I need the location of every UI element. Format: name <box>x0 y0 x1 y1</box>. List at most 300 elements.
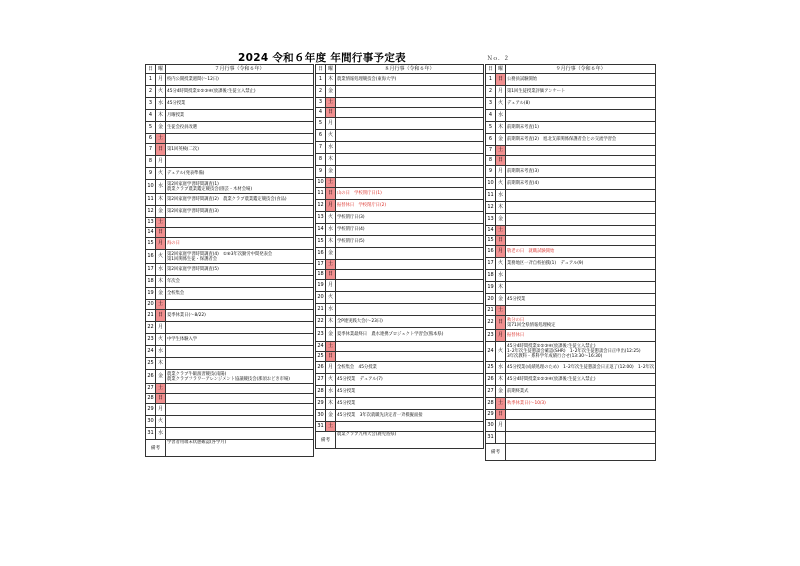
day-number: 1 <box>316 74 326 86</box>
event-cell <box>336 118 484 130</box>
event-text: 農業クラブ牛飯演習競技(南陽) <box>167 371 227 377</box>
remarks-label: 備考 <box>316 432 336 449</box>
event-cell <box>166 228 314 238</box>
august-table <box>315 64 484 449</box>
table-row <box>316 260 484 270</box>
table-row <box>316 166 484 178</box>
day-number: 10 <box>486 178 496 190</box>
event-text: 45分授業 3年次就職先決定者一斉模擬面接 <box>337 413 423 418</box>
event-text: 夏季休業日(～8/22) <box>167 313 206 318</box>
table-row <box>486 410 656 420</box>
weekday-cell: 火 <box>156 416 166 428</box>
event-cell <box>166 194 314 206</box>
document-number: Ｎｏ．２ <box>487 56 510 62</box>
table-row <box>316 142 484 154</box>
day-number: 27 <box>486 386 496 398</box>
weekday-column-header: 曜 <box>496 65 506 74</box>
table-row <box>486 282 656 294</box>
day-number: 2 <box>146 86 156 98</box>
table-row <box>486 306 656 316</box>
event-cell <box>336 166 484 178</box>
day-number: 29 <box>316 398 326 410</box>
event-cell <box>506 110 656 122</box>
event-cell <box>506 386 656 398</box>
weekday-cell: 土 <box>496 398 506 410</box>
weekday-cell: 月 <box>156 404 166 416</box>
table-row <box>146 416 314 428</box>
weekday-cell: 金 <box>156 370 166 384</box>
day-number: 26 <box>486 374 496 386</box>
table-row <box>486 398 656 410</box>
event-text: 第2回家庭学習時間調査(5) <box>167 267 219 272</box>
weekday-cell: 木 <box>326 74 336 86</box>
table-row <box>316 188 484 200</box>
event-cell <box>166 384 314 394</box>
table-row <box>486 110 656 122</box>
weekday-cell: 日 <box>496 156 506 166</box>
event-text: 1･2年次生徒懇談会確認(SHR) 1･2年次生徒懇談会日正申出(12:25) <box>507 349 641 354</box>
table-row <box>146 122 314 134</box>
event-text: 第1回関係生徒・保護者会 <box>167 256 217 262</box>
table-row <box>486 420 656 432</box>
day-number: 29 <box>146 404 156 416</box>
september-table <box>485 64 656 461</box>
weekday-cell: 木 <box>326 154 336 166</box>
event-cell <box>166 156 314 168</box>
event-text: 学校閉庁日(5) <box>337 239 365 244</box>
event-text: 第1回英検(二次) <box>167 147 199 152</box>
event-text: 学校閉庁日(3) <box>337 215 365 220</box>
event-cell <box>336 236 484 248</box>
table-row <box>146 358 314 370</box>
remarks-label: 備考 <box>486 444 506 461</box>
event-text: 業務地区一斉自校拍撲(1) デュアル(9) <box>507 261 584 266</box>
event-text: 農業クラブフラワーアレンジメント協議競技会(那須おどき市場) <box>167 376 290 382</box>
weekday-cell: 土 <box>496 146 506 156</box>
day-number: 13 <box>486 214 496 226</box>
day-number: 13 <box>316 212 326 224</box>
day-number: 23 <box>146 334 156 346</box>
event-cell <box>166 370 314 384</box>
weekday-cell: 土 <box>156 384 166 394</box>
weekday-cell: 土 <box>326 178 336 188</box>
table-row <box>486 246 656 258</box>
table-row <box>486 86 656 98</box>
weekday-cell: 月 <box>156 156 166 168</box>
event-text: 45分4時間授業①②③④(放課後:生徒立入禁止) <box>167 89 256 94</box>
table-row <box>146 238 314 250</box>
table-row <box>486 342 656 362</box>
event-text: 振替休日 <box>507 333 525 338</box>
weekday-cell: 水 <box>156 180 166 194</box>
table-row <box>146 86 314 98</box>
event-cell <box>336 398 484 410</box>
remarks-text: 農業クラブ九州大会(鹿児島県) <box>337 432 397 437</box>
event-cell <box>166 86 314 98</box>
table-row <box>486 226 656 236</box>
weekday-cell: 月 <box>156 238 166 250</box>
event-text: 第71回全県情報処理検定 <box>507 322 556 328</box>
day-number: 3 <box>486 98 496 110</box>
table-row <box>486 362 656 374</box>
event-cell <box>166 300 314 310</box>
event-cell <box>506 236 656 246</box>
event-cell <box>336 316 484 328</box>
weekday-cell: 火 <box>156 86 166 98</box>
table-row <box>316 280 484 292</box>
table-row <box>486 74 656 86</box>
event-cell <box>336 328 484 342</box>
weekday-cell: 木 <box>496 374 506 386</box>
day-number: 18 <box>316 270 326 280</box>
weekday-cell: 日 <box>496 410 506 420</box>
event-cell <box>506 86 656 98</box>
event-cell <box>506 122 656 134</box>
weekday-cell: 日 <box>326 108 336 118</box>
event-text: 農業クラブ農業鑑定競技会(園芸・木材会場) <box>167 186 252 192</box>
event-text: 第2回家庭学習時間調査(2) 農業クラブ農業鑑定競技会(食品) <box>167 197 287 202</box>
month-heading: ７月行事（令和６年） <box>166 65 314 74</box>
event-cell <box>506 282 656 294</box>
july-table <box>145 64 314 457</box>
table-row <box>316 248 484 260</box>
weekday-cell: 木 <box>156 110 166 122</box>
weekday-cell: 火 <box>326 374 336 386</box>
day-number: 28 <box>146 394 156 404</box>
day-number: 18 <box>146 276 156 288</box>
event-cell <box>336 224 484 236</box>
table-row <box>486 134 656 146</box>
month-heading: ９月行事（令和６年） <box>506 65 656 74</box>
day-number: 21 <box>316 304 326 316</box>
table-row <box>486 258 656 270</box>
event-cell <box>166 288 314 300</box>
table-row <box>486 190 656 202</box>
day-number: 31 <box>486 432 496 444</box>
event-cell <box>336 280 484 292</box>
table-row <box>146 218 314 228</box>
event-text: 45分授業(成績処理のため) 1･2年次生徒懇談会日正返了(12:00) 1･2年次 <box>507 365 655 370</box>
event-cell <box>506 146 656 156</box>
day-number: 28 <box>486 398 496 410</box>
weekday-cell: 金 <box>326 410 336 422</box>
weekday-cell <box>496 432 506 444</box>
event-cell <box>166 98 314 110</box>
weekday-cell: 金 <box>156 288 166 300</box>
event-text: 敬老の日 就職試験開始 <box>507 249 555 254</box>
weekday-cell: 金 <box>156 206 166 218</box>
weekday-cell: 水 <box>156 346 166 358</box>
weekday-cell: 水 <box>496 110 506 122</box>
event-text: 秋分の日 <box>507 317 525 323</box>
weekday-cell: 月 <box>156 74 166 86</box>
day-number: 15 <box>316 236 326 248</box>
weekday-cell: 月 <box>496 166 506 178</box>
day-number: 10 <box>146 180 156 194</box>
event-cell <box>336 108 484 118</box>
event-cell <box>336 74 484 86</box>
event-cell <box>166 74 314 86</box>
event-cell <box>166 264 314 276</box>
table-row <box>486 178 656 190</box>
day-number: 23 <box>316 328 326 342</box>
event-cell <box>506 226 656 236</box>
day-number: 22 <box>316 316 326 328</box>
weekday-cell: 水 <box>156 98 166 110</box>
event-text: 前期期末考査(1) <box>507 125 539 130</box>
day-number: 21 <box>146 310 156 322</box>
table-row <box>316 86 484 98</box>
table-row <box>146 428 314 440</box>
weekday-cell: 日 <box>156 144 166 156</box>
event-cell <box>166 276 314 288</box>
day-number: 3 <box>146 98 156 110</box>
day-number: 3 <box>316 98 326 108</box>
event-text: 年次会 <box>167 279 180 284</box>
table-row <box>146 300 314 310</box>
event-text: 農業情報処理競技会(東海大学) <box>337 77 397 82</box>
event-cell <box>336 200 484 212</box>
event-cell <box>506 246 656 258</box>
table-row <box>486 146 656 156</box>
event-cell <box>336 178 484 188</box>
event-cell <box>506 410 656 420</box>
event-cell <box>336 362 484 374</box>
table-row <box>146 194 314 206</box>
day-number: 25 <box>486 362 496 374</box>
day-number: 30 <box>146 416 156 428</box>
day-number: 13 <box>146 218 156 228</box>
table-row <box>486 156 656 166</box>
event-cell <box>166 404 314 416</box>
weekday-cell: 金 <box>326 166 336 178</box>
day-number: 22 <box>486 316 496 330</box>
event-cell <box>336 260 484 270</box>
event-cell <box>506 166 656 178</box>
event-text: 前期期末考査(3) <box>507 169 539 174</box>
table-row <box>316 178 484 188</box>
weekday-cell: 月 <box>326 118 336 130</box>
event-cell <box>336 374 484 386</box>
day-number: 20 <box>486 294 496 306</box>
weekday-cell: 土 <box>326 260 336 270</box>
day-number: 24 <box>486 342 496 362</box>
weekday-cell: 木 <box>496 282 506 294</box>
table-row <box>486 214 656 226</box>
day-number: 16 <box>146 250 156 264</box>
table-row <box>146 322 314 334</box>
day-number: 6 <box>146 134 156 144</box>
day-number: 30 <box>486 420 496 432</box>
weekday-column-header: 曜 <box>156 65 166 74</box>
event-cell <box>506 258 656 270</box>
event-cell <box>166 334 314 346</box>
event-cell <box>506 362 656 374</box>
table-row <box>316 374 484 386</box>
table-row <box>316 362 484 374</box>
event-cell <box>166 416 314 428</box>
weekday-cell: 月 <box>496 420 506 432</box>
event-text: 第2回家庭学習時間調査(3) <box>167 209 219 214</box>
table-row <box>316 108 484 118</box>
table-row <box>146 346 314 358</box>
day-number: 1 <box>486 74 496 86</box>
event-cell <box>166 218 314 228</box>
table-row <box>316 118 484 130</box>
table-row <box>486 386 656 398</box>
weekday-cell: 日 <box>326 270 336 280</box>
table-row <box>146 394 314 404</box>
table-row <box>316 98 484 108</box>
table-row <box>146 404 314 416</box>
event-text: 全校集会 45分授業 <box>337 365 377 370</box>
weekday-cell: 木 <box>156 276 166 288</box>
table-row <box>486 374 656 386</box>
event-text: 45分授業 <box>167 101 186 106</box>
weekday-cell: 月 <box>496 86 506 98</box>
day-column-header: 日 <box>316 65 326 74</box>
july-calendar <box>145 64 314 457</box>
day-number: 18 <box>486 270 496 282</box>
event-text: デュアル(8) <box>507 101 530 106</box>
event-text: 中学生体験入学 <box>167 337 198 342</box>
event-cell <box>506 134 656 146</box>
event-cell <box>166 206 314 218</box>
day-column-header: 日 <box>486 65 496 74</box>
remarks-cell <box>336 432 484 449</box>
weekday-cell: 火 <box>156 168 166 180</box>
weekday-cell: 月 <box>496 330 506 342</box>
weekday-cell: 土 <box>326 342 336 352</box>
day-number: 11 <box>486 190 496 202</box>
table-row <box>146 206 314 218</box>
event-cell <box>166 322 314 334</box>
event-text: 秋季休業日(～10/3) <box>507 401 546 406</box>
event-cell <box>506 270 656 282</box>
table-row <box>146 370 314 384</box>
weekday-cell: 金 <box>326 328 336 342</box>
event-cell <box>336 386 484 398</box>
day-number: 24 <box>316 342 326 352</box>
day-number: 14 <box>486 226 496 236</box>
day-number: 19 <box>316 280 326 292</box>
day-number: 9 <box>316 166 326 178</box>
table-row <box>146 288 314 300</box>
table-row <box>146 156 314 168</box>
day-number: 29 <box>486 410 496 420</box>
day-number: 17 <box>486 258 496 270</box>
event-text: 生徒会役員改選 <box>167 125 198 130</box>
day-number: 16 <box>316 248 326 260</box>
month-heading: ８月行事（令和６年） <box>336 65 484 74</box>
remarks-text: 学習者用端末状態確認(各学月) <box>167 440 227 445</box>
weekday-cell: 金 <box>326 248 336 260</box>
weekday-cell: 水 <box>326 142 336 154</box>
event-text: 山の日 学校閉庁日(1) <box>337 191 382 196</box>
table-row <box>146 180 314 194</box>
table-row <box>316 386 484 398</box>
day-number: 5 <box>486 122 496 134</box>
day-number: 2 <box>316 86 326 98</box>
event-cell <box>336 86 484 98</box>
day-number: 14 <box>316 224 326 236</box>
day-number: 4 <box>146 110 156 122</box>
table-row <box>486 294 656 306</box>
weekday-cell: 土 <box>156 134 166 144</box>
weekday-cell: 木 <box>496 202 506 214</box>
day-number: 4 <box>486 110 496 122</box>
event-cell <box>336 422 484 432</box>
day-number: 11 <box>316 188 326 200</box>
september-calendar <box>485 64 656 461</box>
event-cell <box>336 304 484 316</box>
weekday-cell: 金 <box>496 214 506 226</box>
table-row <box>146 168 314 180</box>
day-number: 27 <box>146 384 156 394</box>
event-cell <box>166 238 314 250</box>
table-row <box>316 212 484 224</box>
weekday-cell: 土 <box>496 226 506 236</box>
weekday-cell: 金 <box>496 134 506 146</box>
day-number: 8 <box>486 156 496 166</box>
event-cell <box>506 374 656 386</box>
table-row <box>486 166 656 178</box>
table-row <box>316 270 484 280</box>
day-number: 17 <box>146 264 156 276</box>
weekday-cell: 木 <box>326 236 336 248</box>
event-cell <box>506 342 656 362</box>
table-row <box>316 342 484 352</box>
day-number: 12 <box>316 200 326 212</box>
weekday-cell: 水 <box>326 224 336 236</box>
table-row <box>146 144 314 156</box>
weekday-cell: 土 <box>326 98 336 108</box>
table-row <box>146 74 314 86</box>
weekday-cell: 水 <box>496 190 506 202</box>
weekday-cell: 水 <box>156 428 166 440</box>
event-cell <box>336 212 484 224</box>
table-row <box>486 236 656 246</box>
day-number: 19 <box>486 282 496 294</box>
table-row <box>486 432 656 444</box>
day-number: 22 <box>146 322 156 334</box>
event-text: 45分4時間授業①②③④(放課後:生徒立入禁止) <box>507 377 596 382</box>
day-number: 30 <box>316 410 326 422</box>
day-number: 19 <box>146 288 156 300</box>
table-row <box>316 410 484 422</box>
event-text: 公務員試験開始 <box>507 77 538 82</box>
weekday-cell: 火 <box>496 258 506 270</box>
weekday-cell: 金 <box>496 386 506 398</box>
remarks-cell <box>166 440 314 457</box>
weekday-cell: 火 <box>326 292 336 304</box>
table-row <box>146 276 314 288</box>
weekday-cell: 火 <box>326 130 336 142</box>
page-title: 2024 令和６年度 年間行事予定表 <box>238 52 406 64</box>
event-cell <box>336 188 484 200</box>
event-cell <box>506 398 656 410</box>
event-cell <box>506 420 656 432</box>
day-number: 12 <box>486 202 496 214</box>
event-cell <box>506 306 656 316</box>
weekday-cell: 木 <box>156 194 166 206</box>
day-number: 6 <box>316 130 326 142</box>
event-text: 月曜授業 <box>167 113 185 118</box>
day-number: 5 <box>316 118 326 130</box>
day-number: 7 <box>146 144 156 156</box>
event-cell <box>166 428 314 440</box>
weekday-cell: 月 <box>326 280 336 292</box>
